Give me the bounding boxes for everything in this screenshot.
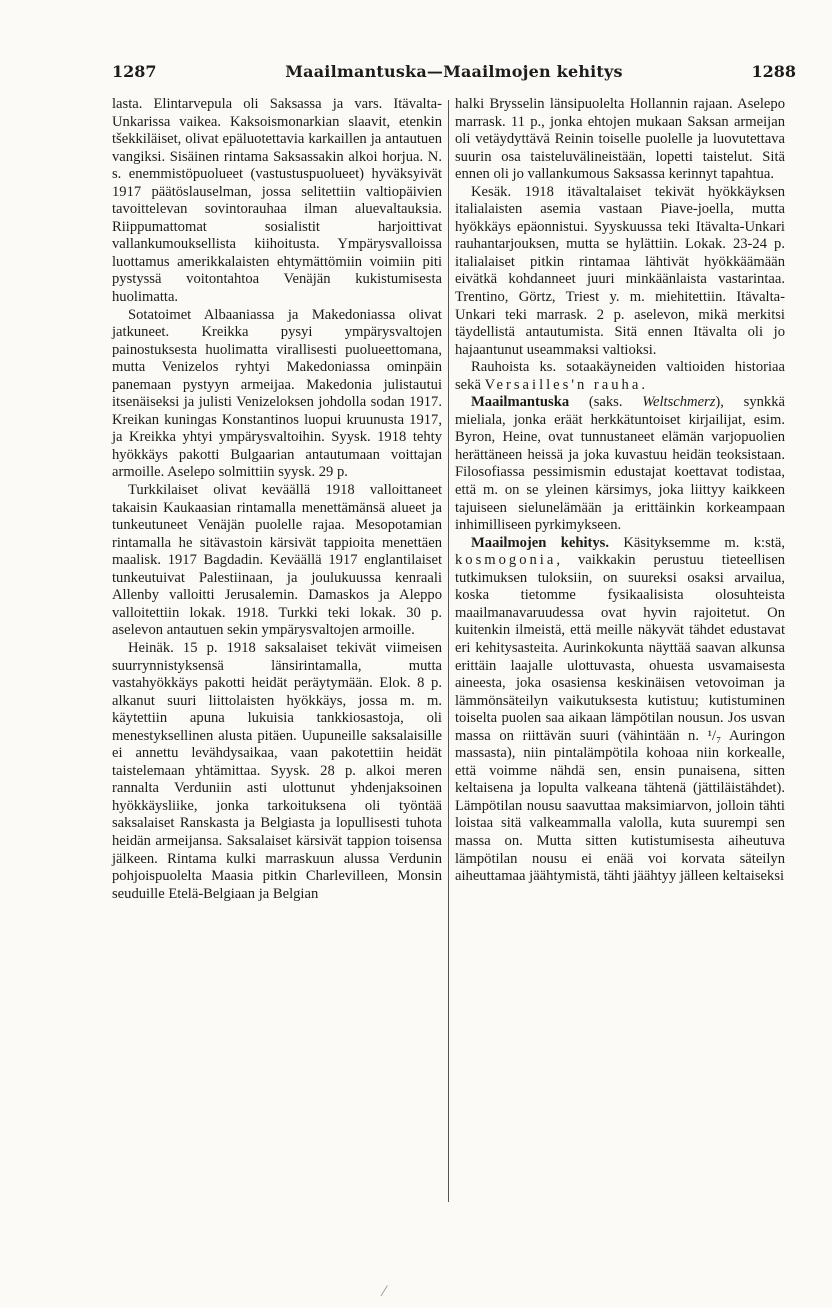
right-page-number: 1288 <box>751 62 796 81</box>
text-run: ), synkkä mieliala, jonka eräät herkkätuntoiset kirjailijat, esim. Byron, Heine, ovat tunnustaneet elämän varjopuolien herättäneen heissä ja joka kuvastuu heidän teoksistaan. Filosofiassa pessimismin edustajat koettavat todistaa, että m. on se yleinen kärsimys, joka liittyy kaikkeen tajuiseen sielunelämään ja erittäinkin korkeampaan inhimilliseen pyrkimykseen. <box>455 394 785 534</box>
column-divider <box>448 100 449 1202</box>
running-header <box>112 62 796 90</box>
spaced-term: kosmogonia <box>455 552 557 569</box>
text-run: (saks. <box>569 394 643 411</box>
paragraph: Heinäk. 15 p. 1918 saksalaiset tekivät viimeisen suurrynnistyksensä länsirintamalla, mutta vastahyökkäys pakotti heidät peräytymään. Elok. 8 p. alkanut suuri liittolaisten hyökkäys, jossa m. m. käytettiin apuna lukuisia tankkiosastoja, oli menestyksellinen alusta pitäen. Uupuneille saksalaisille ei annettu levähdysaikaa, vaan pakotettiin heidät taistelemaan yhtämittaa. Syysk. 28 p. alkoi meren rannalta Verduniin asti ulottunut yhdenjaksoinen hyökkäysliike, jonka tarkoituksena oli työntää saksalaiset Ranskasta ja Belgiasta ja lopullisesti tuhota heidän armeijansa. Saksalaiset kärsivät tappion toisensa jälkeen. Rintama kulki marraskuun alussa Verdunin pohjoispuolelta Maasia pitkin Charlevilleen, Monsin seuduille Etelä-Belgiaan ja Belgian <box>112 639 442 902</box>
cross-reference: Versailles'n rauha <box>484 376 642 393</box>
paragraph: halki Brysselin länsipuolelta Hollannin rajaan. Aselepo marrask. 11 p., jonka ehtojen mukaan Saksan armeijan oli vetäydyttävä Reinin toiselle puolelle ja luovutettava suurin osa taisteluvälineistään, lopetti taistelut. Sitä ennen oli jo vallankumous Saksassa kerinnyt tapahtua. <box>455 96 785 183</box>
paragraph <box>455 359 785 394</box>
entry-headword: Maailmantuska <box>471 394 570 411</box>
entry-headword: Maailmojen kehitys. <box>471 534 609 551</box>
right-column <box>455 96 785 886</box>
paragraph: Kesäk. 1918 itävaltalaiset tekivät hyökkäyksen italialaisten asemia vastaan Piave-joella, mutta hyökkäys epäonnistui. Syyskuussa teki Itävalta-Unkari rauhantarjouksen, mutta se hylättiin. Lokak. 23-24 p. italialaiset pitkin rintamaa lähtivät hyökkäämään eivätkä kohdanneet juuri minkäänlaista vastarintaa. Trentino, Görtz, Triest y. m. miehitettiin. Itävalta-Unkari teki marrask. 2 p. aselevon, mikä merkitsi täydellistä antautumista. Sitä ennen Itävalta oli jo hajaantunut useammaksi valtioksi. <box>455 183 785 358</box>
left-column <box>112 96 442 903</box>
foreign-term: Weltschmerz <box>642 394 716 411</box>
paragraph: Sotatoimet Albaaniassa ja Makedoniassa olivat jatkuneet. Kreikka pysyi ympärysvaltojen painostuksesta huolimatta virallisesti puolueettomana, mutta Venizelos ryhtyi Makedoniassa ominpäin panemaan pystyyn armeijaa. Makedonia julistautui itsenäiseksi ja julisti Venizeloksen johdolla sodan 1917. Kreikan kuningas Konstantinos luopui kruunusta 1917, ja Kreikka yhtyi ympärysvaltoihin. Syysk. 1918 tehty hyökkäys pakotti Bulgaarian antautumaan voittajan armoille. Aselepo solmittiin syysk. 29 p. <box>112 306 442 481</box>
entry-maailmantuska <box>455 394 785 534</box>
scan-mark: ⁄ <box>383 1284 386 1300</box>
paragraph: lasta. Elintarvepula oli Saksassa ja vars. Itävalta-Unkarissa vaikea. Kaksoismonarkian slaavit, etenkin tšekkiläiset, olivat epäluotettavia karkaillen ja antautuen vangiksi. Sisäinen rintama Saksassakin alkoi horjua. N. s. enemmistöpuolueet (vastustuspuolueet) hyväksyivät 1917 päätöslauselman, jossa selitettiin valtiopäivien tavoittelevan sovintorauhaa ilman aluevaltauksia. Riippumattomat sosialistit harjoittivat vallankumouksellista kiihoitusta. Ympärysvalloissa luottamus amerikkalaisten ehtymättömiin voimiin piti pystyssä voitontahtoa Venäjän kukistumisesta huolimatta. <box>112 96 442 306</box>
entry-maailmojen-kehitys <box>455 535 785 886</box>
text-run: Käsityksemme m. k:stä, <box>608 534 785 551</box>
left-page-number: 1287 <box>112 62 157 81</box>
paragraph: Turkkilaiset olivat keväällä 1918 valloittaneet takaisin Kaukaasian rintamalla menettämänsä alueet ja tunkeutuneet Venäjän puolelle rajaa. Mesopotamian rintamalla he sitävastoin kärsivät tappioita menettäen maalisk. 1917 Bagdadin. Keväällä 1917 englantilaiset tunkeutuivat Palestiinaan, ja joulukuussa kenraali Allenby valloitti Jerusalemin. Damaskos ja Aleppo valloitettiin lokak. 1918. Turkki teki lokak. 30 p. aselevon antautuen sekin ympärysvaltojen armoille. <box>112 482 442 639</box>
text-run: Rauhoista ks. sotaakäyneiden valtioiden historiaa sekä <box>455 359 785 393</box>
text-run: , vaikkakin perustuu tieteellisen tutkimuksen tuloksiin, on suureksi osaksi arvailua, koska tietomme fysikaalisista olosuhteista maailmanavaruudessa ovat hyvin rajoitetut. On kuitenkin ilmeistä, että meille näkyvät tähdet edustavat eri kehitysasteita. Aurinkokunta näyttää saavan alkunsa erittäin laajalle ulottuvasta, ohuesta usvamaisesta aineesta, joka osasiensa keskinäisen vetovoiman ja lämmönsäteilyn vaikutuksesta kutistuu; kutistuminen toiselta puolen saa aikaan lämpötilan nousun. Jos usvan massa on riittävän suuri (vähintään n. ¹/₇ Auringon massasta), niin pintalämpötila kohoaa niin korkealle, että voimme nähdä sen, ensin punaisena, sitten keltaisena ja lopulta valkeana tähtenä (jättiläistähdet). Lämpötilan nousu saavuttaa maksimiarvon, jolloin tähti loistaa sitä valkeammalla valolla, kuta suurempi sen massa on. Mutta sitten kutistumisesta aiheutuva lämpötilan nousu ei enää voi korvata säteilyn aiheuttamaa jäähtymistä, tähti jäähtyy jälleen keltaiseksi <box>455 552 785 885</box>
text-run: . <box>641 376 645 393</box>
running-title: Maailmantuska—Maailmojen kehitys <box>285 62 623 81</box>
